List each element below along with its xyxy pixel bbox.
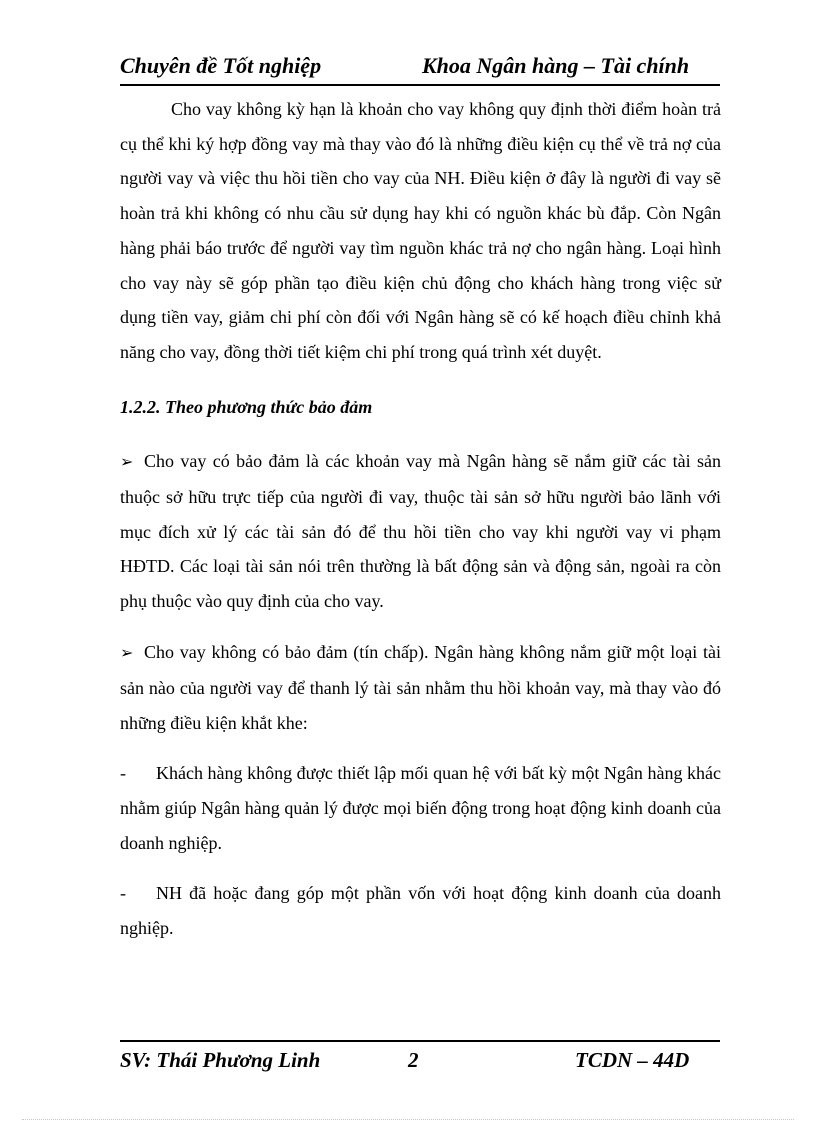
- header-divider: [120, 84, 720, 86]
- bullet-paragraph-unsecured: [120, 635, 721, 741]
- condition-text-relationship: Khách hàng không được thiết lập mối quan hệ với bất kỳ một Ngân hàng khác nhằm giúp Ngân hàng quản lý được mọi biến động trong hoạt động kinh doanh của doanh nghiệp.: [120, 763, 721, 853]
- page-footer: [120, 1044, 720, 1076]
- page-body: [120, 92, 721, 945]
- intro-paragraph: Cho vay không kỳ hạn là khoản cho vay không quy định thời điểm hoàn trả cụ thể khi ký hợp đồng vay mà thay vào đó là những điều kiện cụ thể về trả nợ của người vay và việc thu hồi tiền cho vay của NH. Điều kiện ở đây là người đi vay sẽ hoàn trả khi không có nhu cầu sử dụng hay khi có nguồn khác bù đắp. Còn Ngân hàng phải báo trước để người vay tìm nguồn khác trả nợ cho ngân hàng. Loại hình cho vay này sẽ góp phần tạo điều kiện chủ động cho khách hàng trong việc sử dụng tiền vay, giảm chi phí còn đối với Ngân hàng sẽ có kế hoạch điều chỉnh khả năng cho vay, đồng thời tiết kiệm chi phí trong quá trình xét duyệt.: [120, 99, 721, 362]
- dash-marker: -: [120, 763, 126, 784]
- header-thesis-title: Chuyên đề Tốt nghiệp: [120, 53, 322, 78]
- bullet-text-secured: Cho vay có bảo đảm là các khoản vay mà Ngân hàng sẽ nắm giữ các tài sản thuộc sở hữu trực tiếp của người đi vay, thuộc tài sản sở hữu người bảo lãnh với mục đích xử lý các tài sản đó để thu hồi tiền cho vay khi người vay vi phạm HĐTD. Các loại tài sản nói trên thường là bất động sản và động sản, ngoài ra còn phụ thuộc vào quy định của cho vay.: [120, 450, 721, 611]
- arrow-bullet-icon: ➢: [120, 644, 134, 662]
- dash-marker: -: [120, 883, 126, 904]
- condition-text-capital: NH đã hoặc đang góp một phần vốn với hoạt động kinh doanh của doanh nghiệp.: [120, 883, 721, 938]
- section-heading: 1.2.2. Theo phương thức bảo đảm: [120, 396, 373, 417]
- footer-divider: [120, 1040, 720, 1042]
- bullet-text-unsecured: Cho vay không có bảo đảm (tín chấp). Ngân hàng không nắm giữ một loại tài sản nào của người vay để thanh lý tài sản nhằm thu hồi khoản vay, mà thay vào đó những điều kiện khắt khe:: [120, 641, 721, 733]
- header-faculty: Khoa Ngân hàng – Tài chính: [422, 53, 690, 78]
- footer-class-code: TCDN – 44D: [575, 1048, 690, 1072]
- condition-item-capital: [120, 876, 721, 945]
- footer-student-name: SV: Thái Phương Linh: [120, 1048, 321, 1072]
- page-bottom-edge: [22, 1119, 794, 1120]
- bullet-paragraph-secured: [120, 444, 721, 619]
- condition-item-relationship: [120, 756, 721, 860]
- arrow-bullet-icon: ➢: [120, 453, 134, 471]
- footer-page-number: 2: [408, 1048, 419, 1072]
- page-header: [120, 50, 720, 82]
